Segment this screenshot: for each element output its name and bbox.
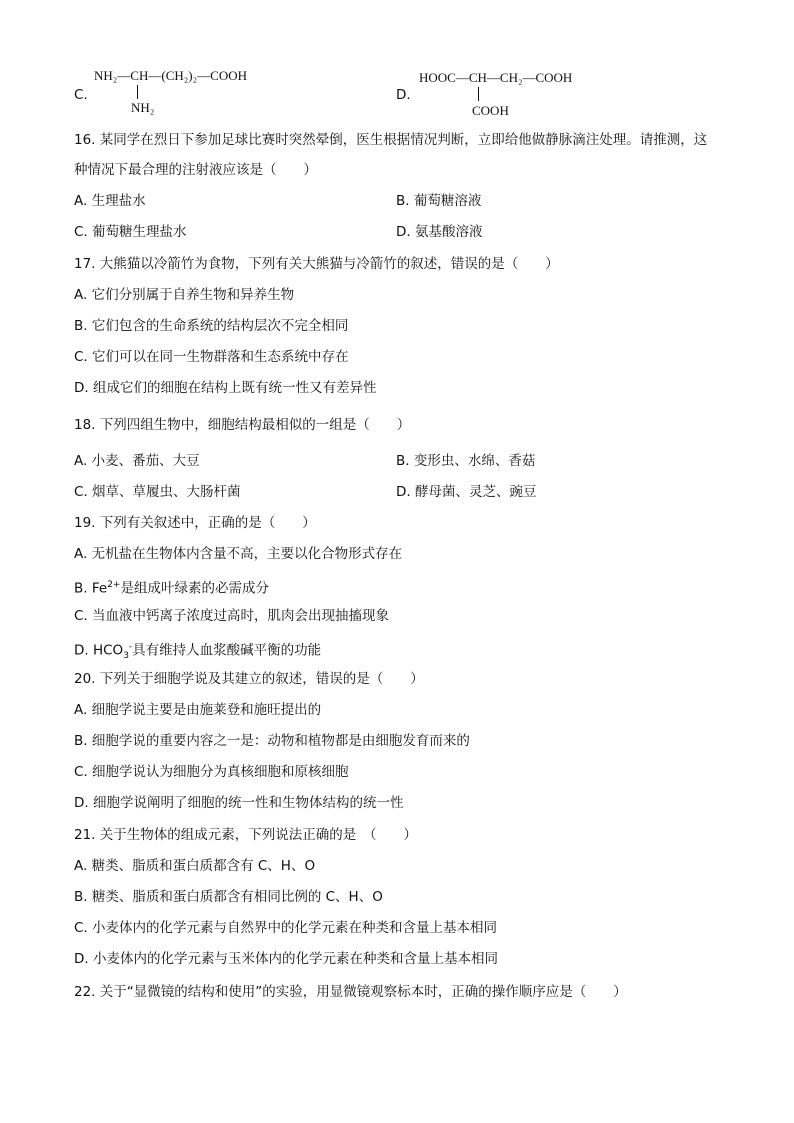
q17-option-a: A. 它们分别属于自养生物和异养生物	[74, 287, 295, 303]
q17-option-c: C. 它们可以在同一生物群落和生态系统中存在	[74, 349, 349, 365]
q18-option-d: D. 酵母菌、灵芝、豌豆	[396, 484, 537, 500]
q20-option-d: D. 细胞学说阐明了细胞的统一性和生物体结构的统一性	[74, 795, 404, 811]
q16-option-a: A. 生理盐水	[74, 193, 146, 209]
q16-stem-line1: 16. 某同学在烈日下参加足球比赛时突然晕倒，医生根据情况判断，立即给他做静脉滴注处理。请推测，这	[74, 132, 708, 148]
q16-option-b: B. 葡萄糖溶液	[396, 193, 482, 209]
q19-option-c: C. 当血液中钙离子浓度过高时，肌肉会出现抽搐现象	[74, 608, 390, 624]
q21-option-d: D. 小麦体内的化学元素与玉米体内的化学元素在种类和含量上基本相同	[74, 951, 498, 967]
option-d-formula-branch: COOH	[472, 103, 509, 118]
q18-stem: 18. 下列四组生物中，细胞结构最相似的一组是（ ）	[74, 417, 411, 433]
option-c-label: C.	[74, 87, 88, 103]
q21-option-a: A. 糖类、脂质和蛋白质都含有 C、H、O	[74, 858, 316, 874]
q18-option-a: A. 小麦、番茄、大豆	[74, 453, 200, 469]
q22-stem: 22. 关于“显微镜的结构和使用”的实验，用显微镜观察标本时，正确的操作顺序应是（ ）	[74, 984, 627, 1000]
q21-option-c: C. 小麦体内的化学元素与自然界中的化学元素在种类和含量上基本相同	[74, 920, 498, 936]
q19-option-a: A. 无机盐在生物体内含量不高，主要以化合物形式存在	[74, 546, 403, 562]
q20-option-c: C. 细胞学说认为细胞分为真核细胞和原核细胞	[74, 764, 349, 780]
q17-option-b: B. 它们包含的生命系统的结构层次不完全相同	[74, 318, 349, 334]
q19-option-b: B. $Fe^{2+}$是组成叶绿素的必需成分	[74, 580, 269, 597]
q16-stem-line2: 种情况下最合理的注射液应该是（ ）	[74, 162, 317, 178]
q18-option-c: C. 烟草、草履虫、大肠杆菌	[74, 484, 241, 500]
option-d-bond	[478, 87, 479, 101]
q20-option-b: B. 细胞学说的重要内容之一是：动物和植物都是由细胞发育而来的	[74, 733, 470, 749]
q19-option-d: D. $HCO_3^-$具有维持人血浆酸碱平衡的功能	[74, 642, 322, 662]
q21-option-b: B. 糖类、脂质和蛋白质都含有相同比例的 C、H、O	[74, 889, 383, 905]
option-d-label: D.	[396, 87, 411, 103]
q17-option-d: D. 组成它们的细胞在结构上既有统一性又有差异性	[74, 380, 377, 396]
q16-option-c: C. 葡萄糖生理盐水	[74, 224, 187, 240]
q18-option-b: B. 变形虫、水绵、香菇	[396, 453, 536, 469]
q19-stem: 19. 下列有关叙述中，正确的是（ ）	[74, 515, 316, 531]
option-c-formula-branch: NH₂	[131, 100, 155, 115]
q17-stem: 17. 大熊猫以冷箭竹为食物，下列有关大熊猫与冷箭竹的叙述，错误的是（ ）	[74, 256, 559, 272]
q20-option-a: A. 细胞学说主要是由施莱登和施旺提出的	[74, 702, 322, 718]
q20-stem: 20. 下列关于细胞学说及其建立的叙述，错误的是（ ）	[74, 671, 424, 687]
q21-stem: 21. 关于生物体的组成元素，下列说法正确的是 （ ）	[74, 827, 418, 843]
option-c-formula-main: NH₂—CH—(CH₂)₂—COOH	[94, 68, 247, 83]
q16-option-d: D. 氨基酸溶液	[396, 224, 483, 240]
option-d-formula-main: HOOC—CH—CH₂—COOH	[419, 70, 573, 85]
option-c-bond	[137, 85, 138, 99]
